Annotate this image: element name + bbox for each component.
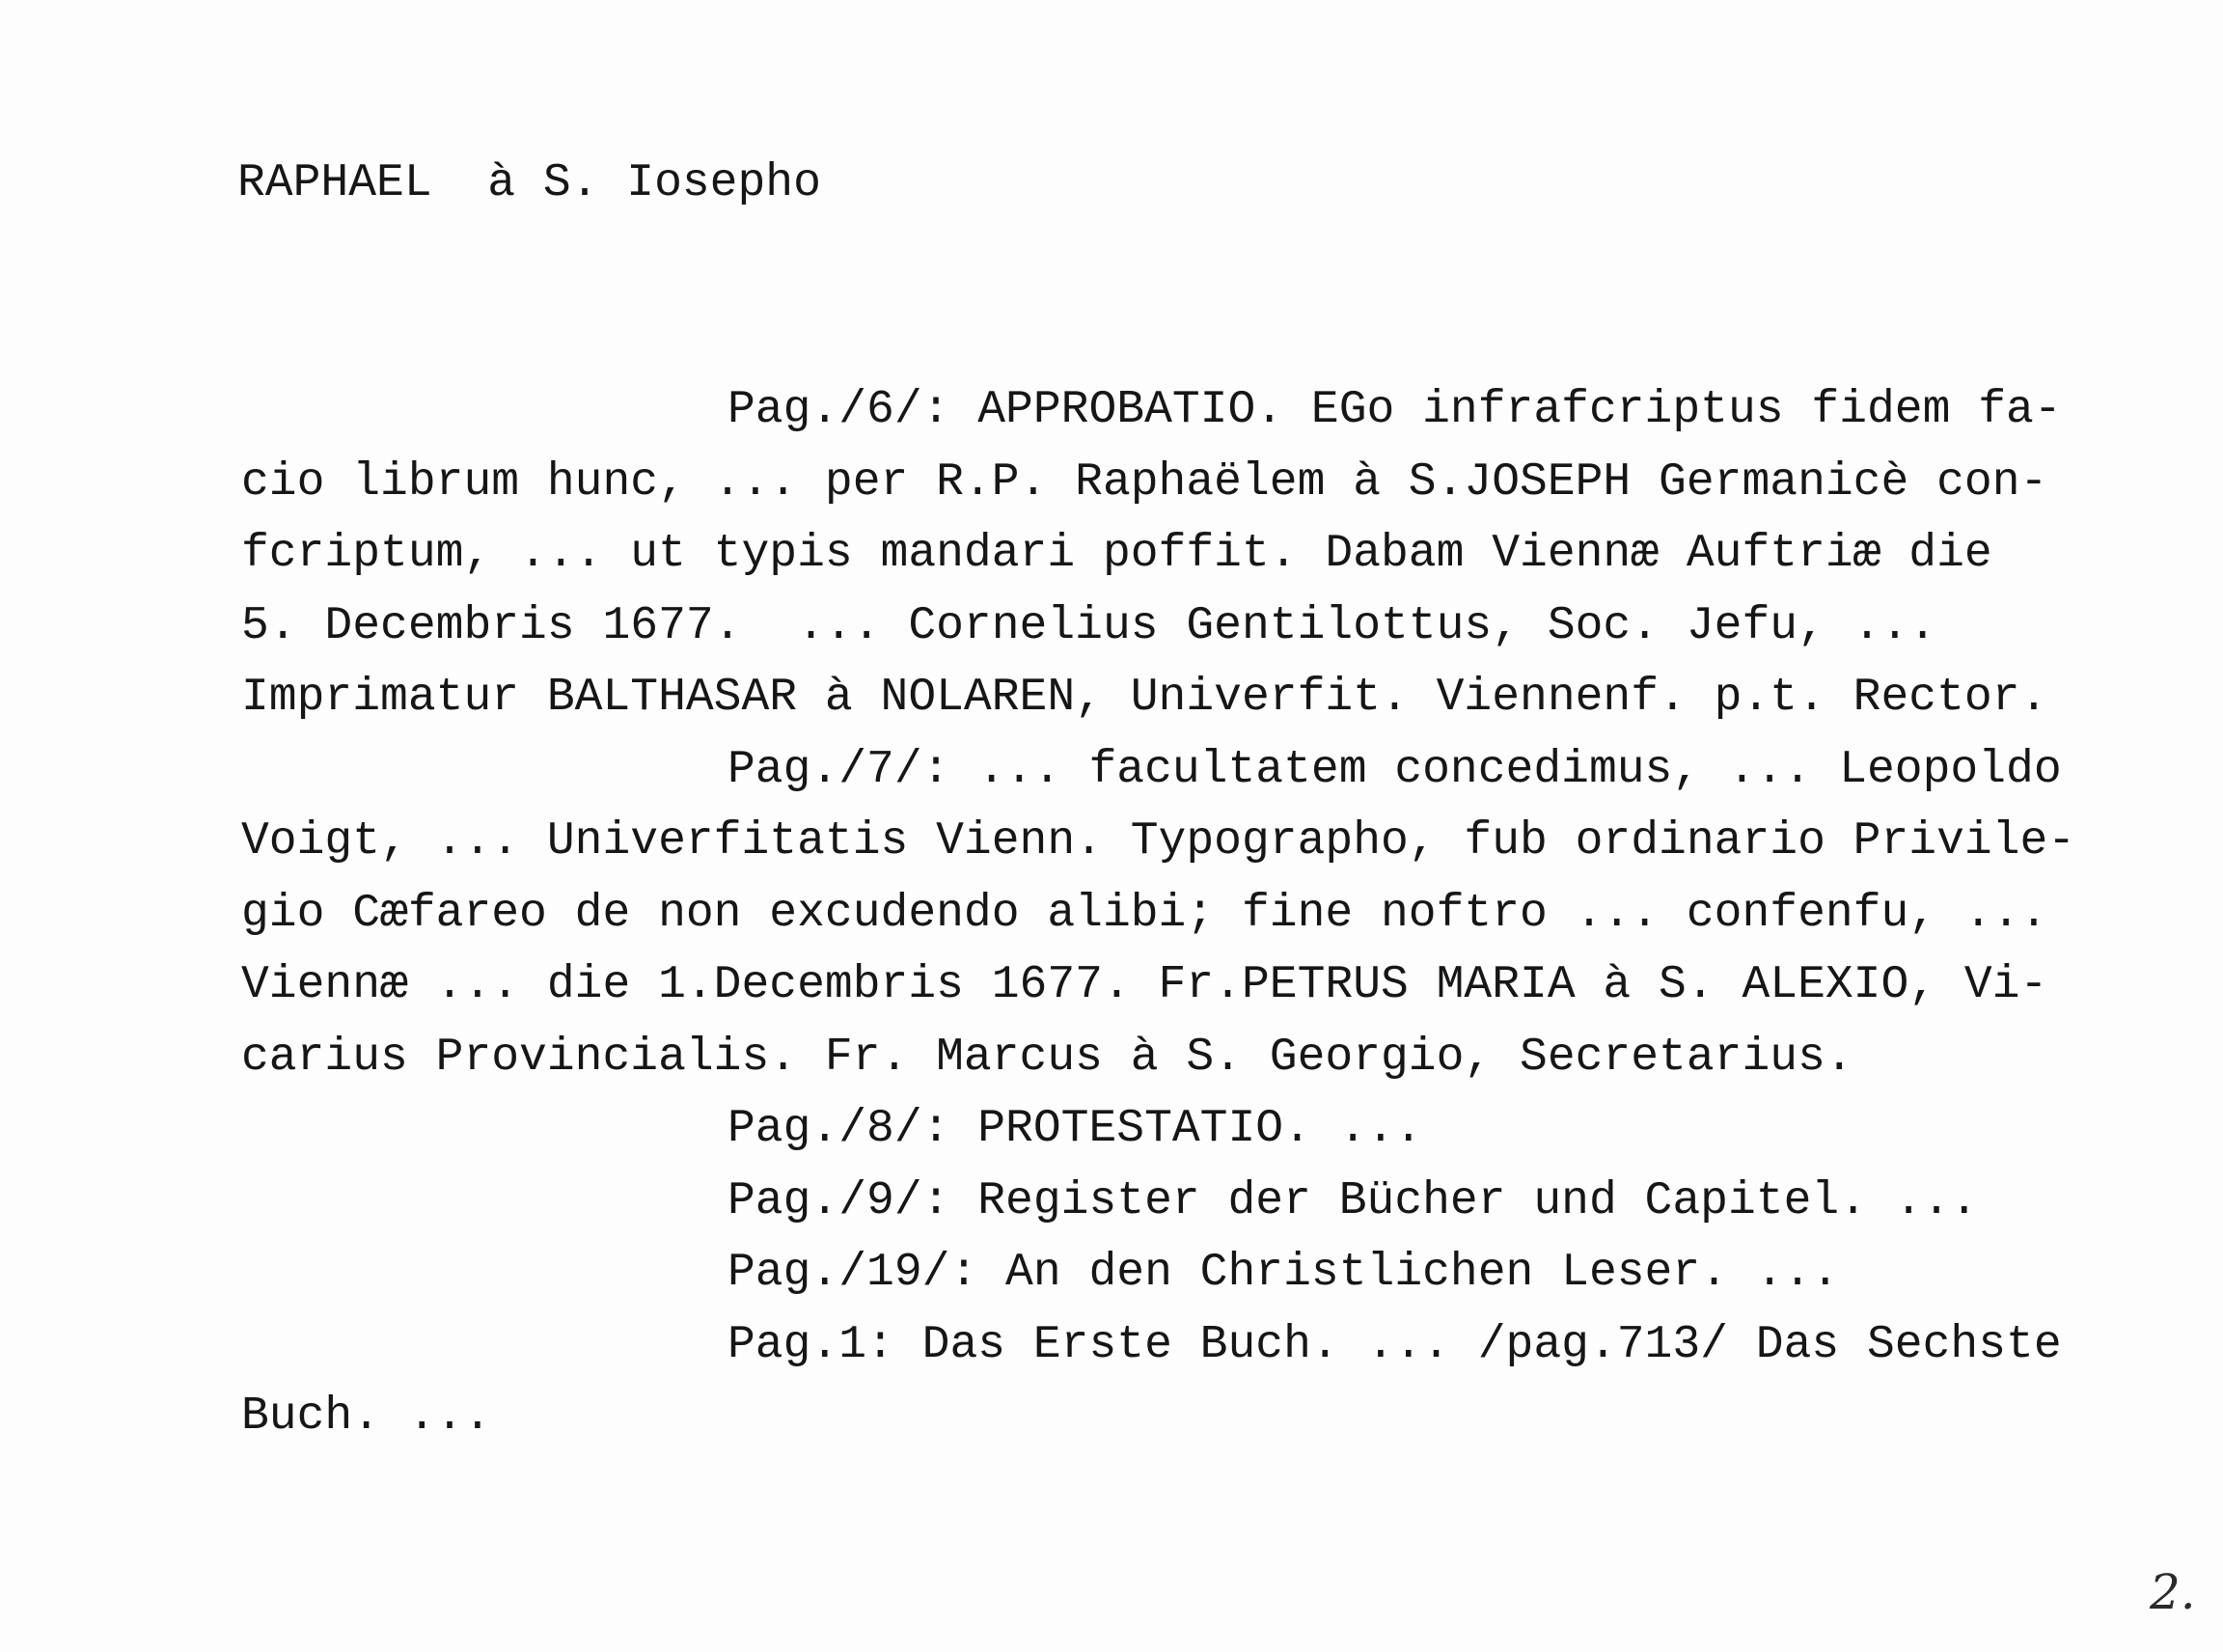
page-number: 2. bbox=[2150, 1564, 2196, 1620]
text-line: 5. Decembris 1677. ... Cornelius Gentilottus, Soc. Jefu, ... bbox=[241, 599, 1937, 652]
text-line: Buch. ... bbox=[241, 1390, 492, 1443]
text-line: cio librum hunc, ... per R.P. Raphaëlem à S.JOSEPH Germanicè con- bbox=[241, 455, 2048, 509]
text-line: Voigt, ... Univerfitatis Vienn. Typographo, fub ordinario Privile- bbox=[241, 815, 2076, 867]
text-line: Pag.1: Das Erste Buch. ... /pag.713/ Das Sechste bbox=[727, 1318, 2062, 1371]
card-heading: RAPHAEL à S. Iosepho bbox=[237, 157, 821, 209]
text-line: Pag./7/: ... facultatem concedimus, ... Leopoldo bbox=[727, 743, 2062, 796]
text-line: fcriptum, ... ut typis mandari poffit. Dabam Viennæ Auftriæ die bbox=[241, 528, 1992, 580]
text-line: Viennæ ... die 1.Decembris 1677. Fr.PETRUS MARIA à S. ALEXIO, Vi- bbox=[241, 959, 2048, 1011]
text-line: Pag./6/: APPROBATIO. EGo infrafcriptus fidem fa- bbox=[727, 384, 2062, 436]
text-line: Pag./8/: PROTESTATIO. ... bbox=[727, 1103, 1423, 1155]
text-line: Pag./9/: Register der Bücher und Capitel. ... bbox=[727, 1174, 1979, 1227]
text-line: carius Provincialis. Fr. Marcus à S. Georgio, Secretarius. bbox=[241, 1031, 1853, 1084]
text-line: gio Cæfareo de non excudendo alibi; fine noftro ... confenfu, ... bbox=[241, 887, 2048, 940]
card-body bbox=[241, 374, 2132, 1453]
text-line: Pag./19/: An den Christlichen Leser. ... bbox=[727, 1247, 1840, 1299]
text-line: Imprimatur BALTHASAR à NOLAREN, Univerfit. Viennenf. p.t. Rector. bbox=[241, 672, 2048, 724]
